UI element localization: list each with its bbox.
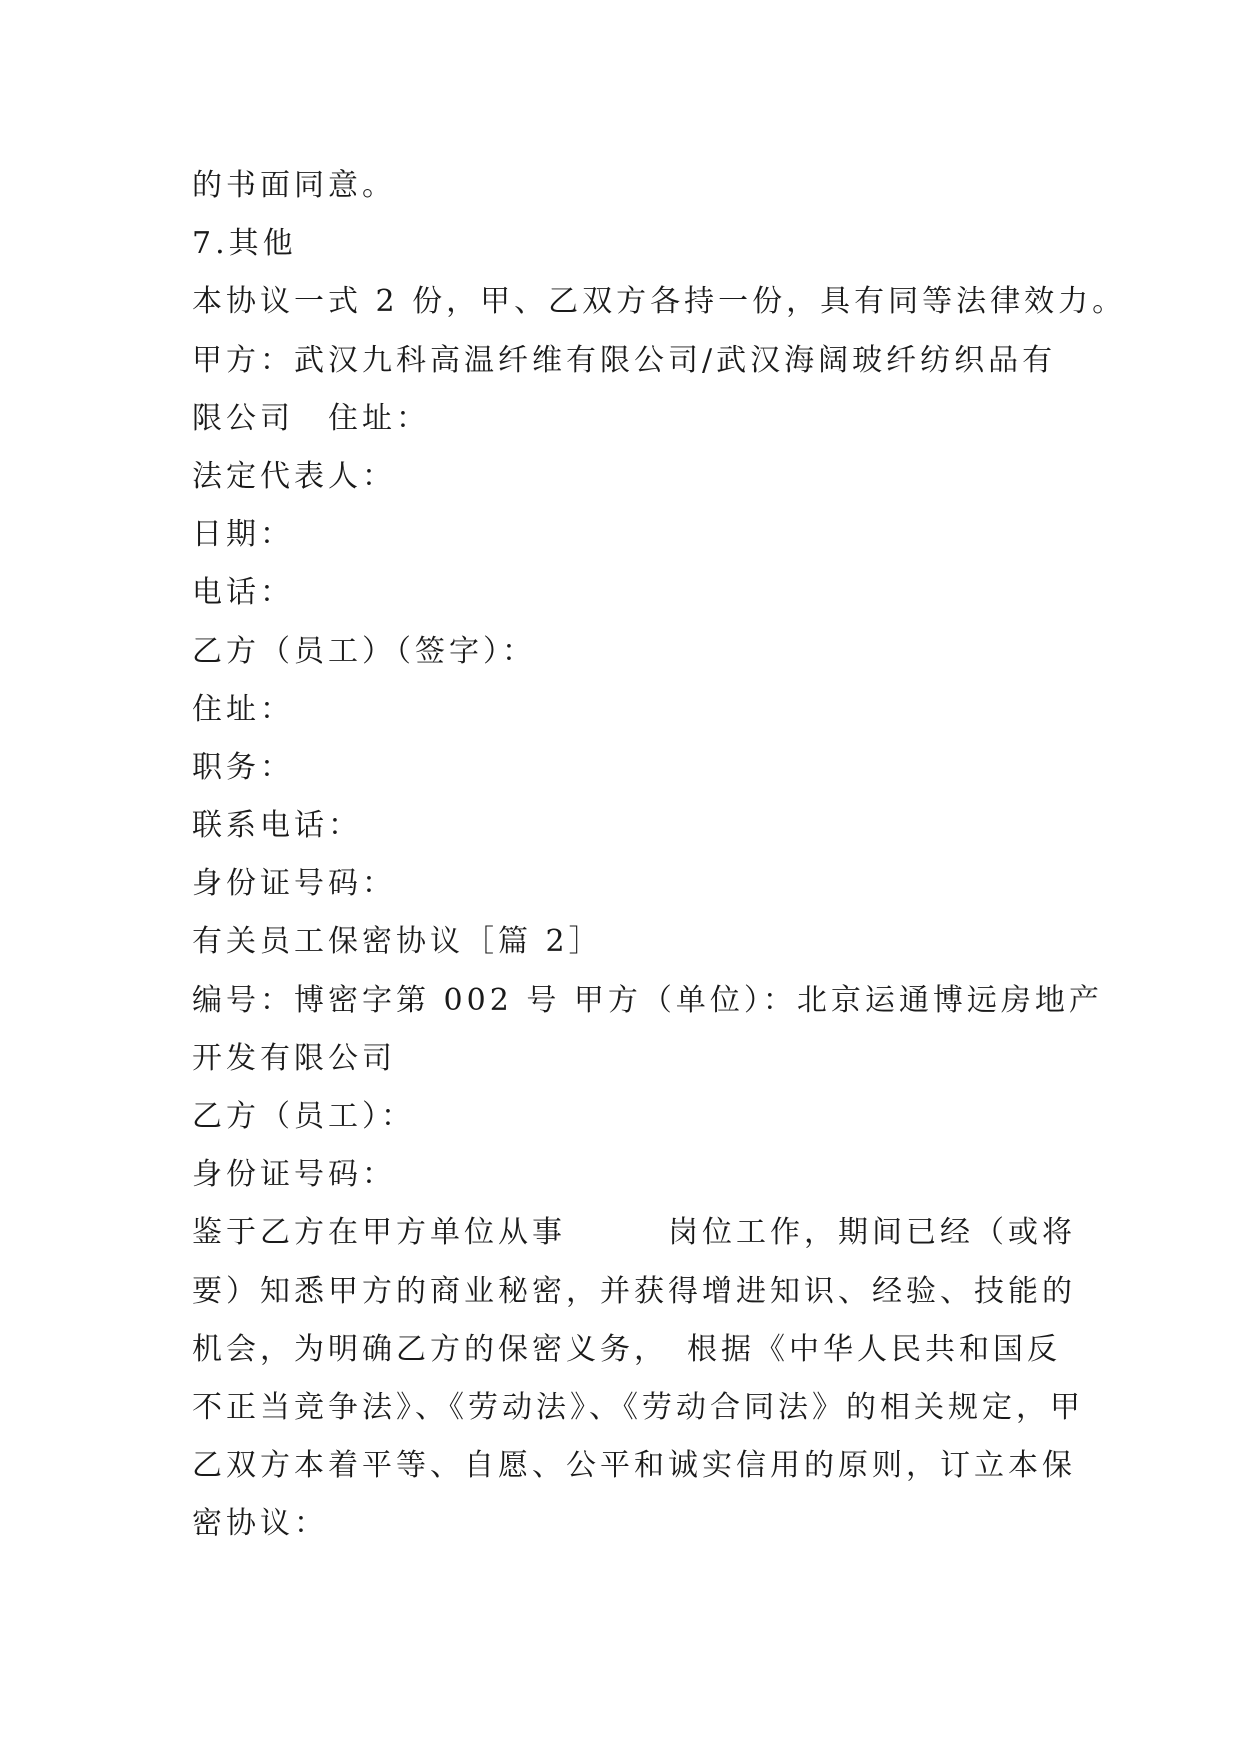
preamble-line: 要）知悉甲方的商业秘密，并获得增进知识、经验、技能的 <box>192 1273 1076 1309</box>
body-line: 的书面同意。 <box>192 168 396 203</box>
preamble-line: 不正当竞争法》、《劳动法》、《劳动合同法》的相关规定，甲 <box>192 1389 1084 1425</box>
legal-representative-field: 法定代表人： <box>192 458 396 494</box>
preamble-line: 鉴于乙方在甲方单位从事 岗位工作，期间已经（或将 <box>192 1215 1076 1251</box>
id-number-field: 身份证号码： <box>192 866 396 902</box>
party-a-address-line: 限公司 住址： <box>192 400 430 436</box>
preamble-line: 密协议： <box>192 1506 328 1542</box>
party-b-signature-field: 乙方（员工）（签字）： <box>192 633 536 669</box>
address-field: 住址： <box>192 691 294 727</box>
document-body <box>192 157 1127 1554</box>
agreement-number-line: 编号：博密字第 002 号 甲方（单位）：北京运通博远房地产 <box>192 982 1103 1018</box>
party-b-field: 乙方（员工）： <box>192 1099 415 1134</box>
body-line: 本协议一式 2 份，甲、乙双方各持一份，具有同等法律效力。 <box>192 284 1127 320</box>
preamble-line: 乙双方本着平等、自愿、公平和诚实信用的原则，订立本保 <box>192 1448 1076 1484</box>
party-a-company-line: 开发有限公司 <box>192 1040 396 1076</box>
party-a-line: 甲方：武汉九科高温纤维有限公司/武汉海阔玻纤纺织品有 <box>192 342 1057 378</box>
document-title: 有关员工保密协议［篇 2］ <box>192 924 603 960</box>
contact-phone-field: 联系电话： <box>192 808 362 844</box>
preamble-line: 机会，为明确乙方的保密义务， 根据《中华人民共和国反 <box>192 1331 1061 1367</box>
section-heading: 7.其他 <box>192 226 297 262</box>
phone-field: 电话： <box>192 575 294 611</box>
date-field: 日期： <box>192 517 294 553</box>
id-number-field: 身份证号码： <box>192 1157 396 1193</box>
position-field: 职务： <box>192 749 294 785</box>
